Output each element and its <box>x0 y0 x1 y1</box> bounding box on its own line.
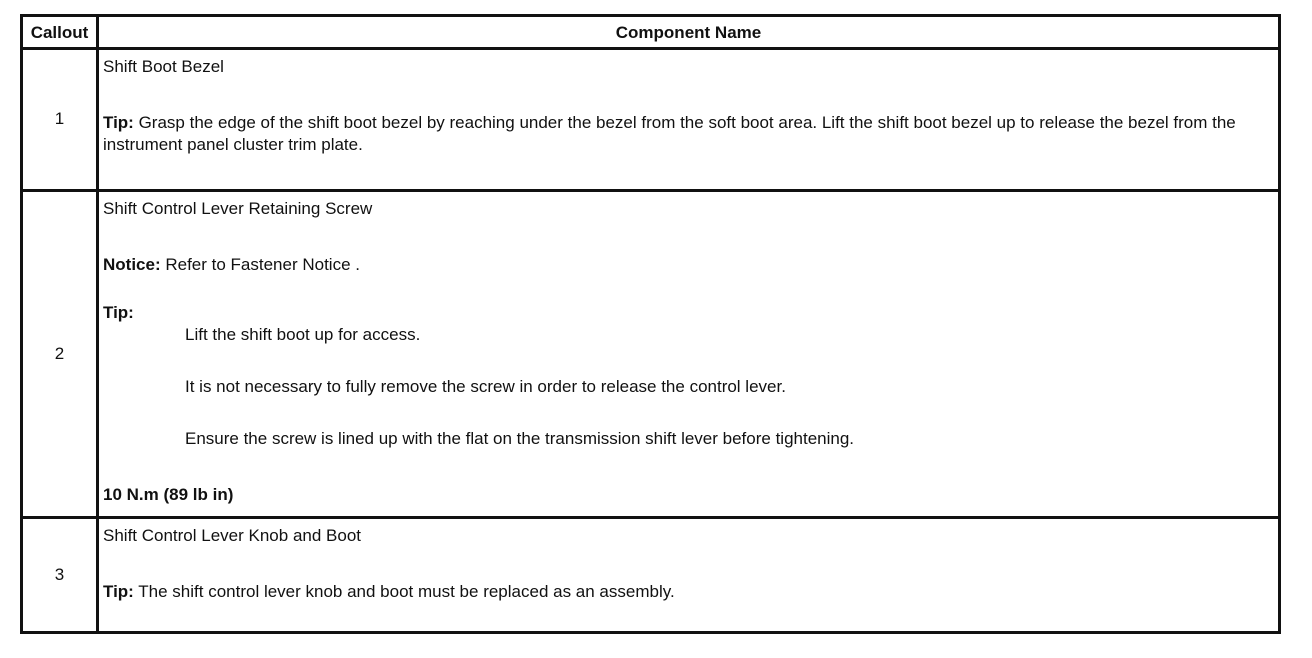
tip-label: Tip: <box>103 581 134 601</box>
callout-number: 1 <box>22 49 98 191</box>
table-header-row <box>22 16 1280 49</box>
tip-paragraph <box>103 113 1236 154</box>
notice-text: Refer to Fastener Notice . <box>160 254 360 274</box>
component-table <box>20 14 1281 634</box>
component-title: Shift Control Lever Knob and Boot <box>103 525 361 545</box>
tip-label: Tip: <box>103 113 134 132</box>
tip-item: It is not necessary to fully remove the screw in order to release the control lever. <box>185 376 786 396</box>
table-row <box>22 49 1280 191</box>
table-row <box>22 190 1280 517</box>
callout-number: 2 <box>22 190 98 517</box>
callout-number: 3 <box>22 517 98 632</box>
tip-paragraph <box>103 582 675 601</box>
component-title: Shift Control Lever Retaining Screw <box>103 198 373 218</box>
component-cell <box>98 190 1280 517</box>
table-row <box>22 517 1280 632</box>
tip-text: The shift control lever knob and boot must be replaced as an assembly. <box>133 581 675 601</box>
torque-spec: 10 N.m (89 lb in) <box>103 484 234 504</box>
callout-header: Callout <box>22 16 98 49</box>
component-cell <box>98 49 1280 191</box>
component-cell <box>98 517 1280 632</box>
tip-text: Grasp the edge of the shift boot bezel by reaching under the bezel from the soft boot area. Lift the shift boot bezel up to release the bezel from the instrument panel cluster trim plate. <box>103 113 1236 154</box>
component-name-header: Component Name <box>98 16 1280 49</box>
component-title: Shift Boot Bezel <box>103 57 224 76</box>
notice-paragraph <box>103 254 1268 276</box>
tip-label: Tip: <box>103 302 134 322</box>
notice-label: Notice: <box>103 254 161 274</box>
tip-item: Ensure the screw is lined up with the flat on the transmission shift lever before tightening. <box>185 428 855 448</box>
tip-item: Lift the shift boot up for access. <box>185 324 421 344</box>
